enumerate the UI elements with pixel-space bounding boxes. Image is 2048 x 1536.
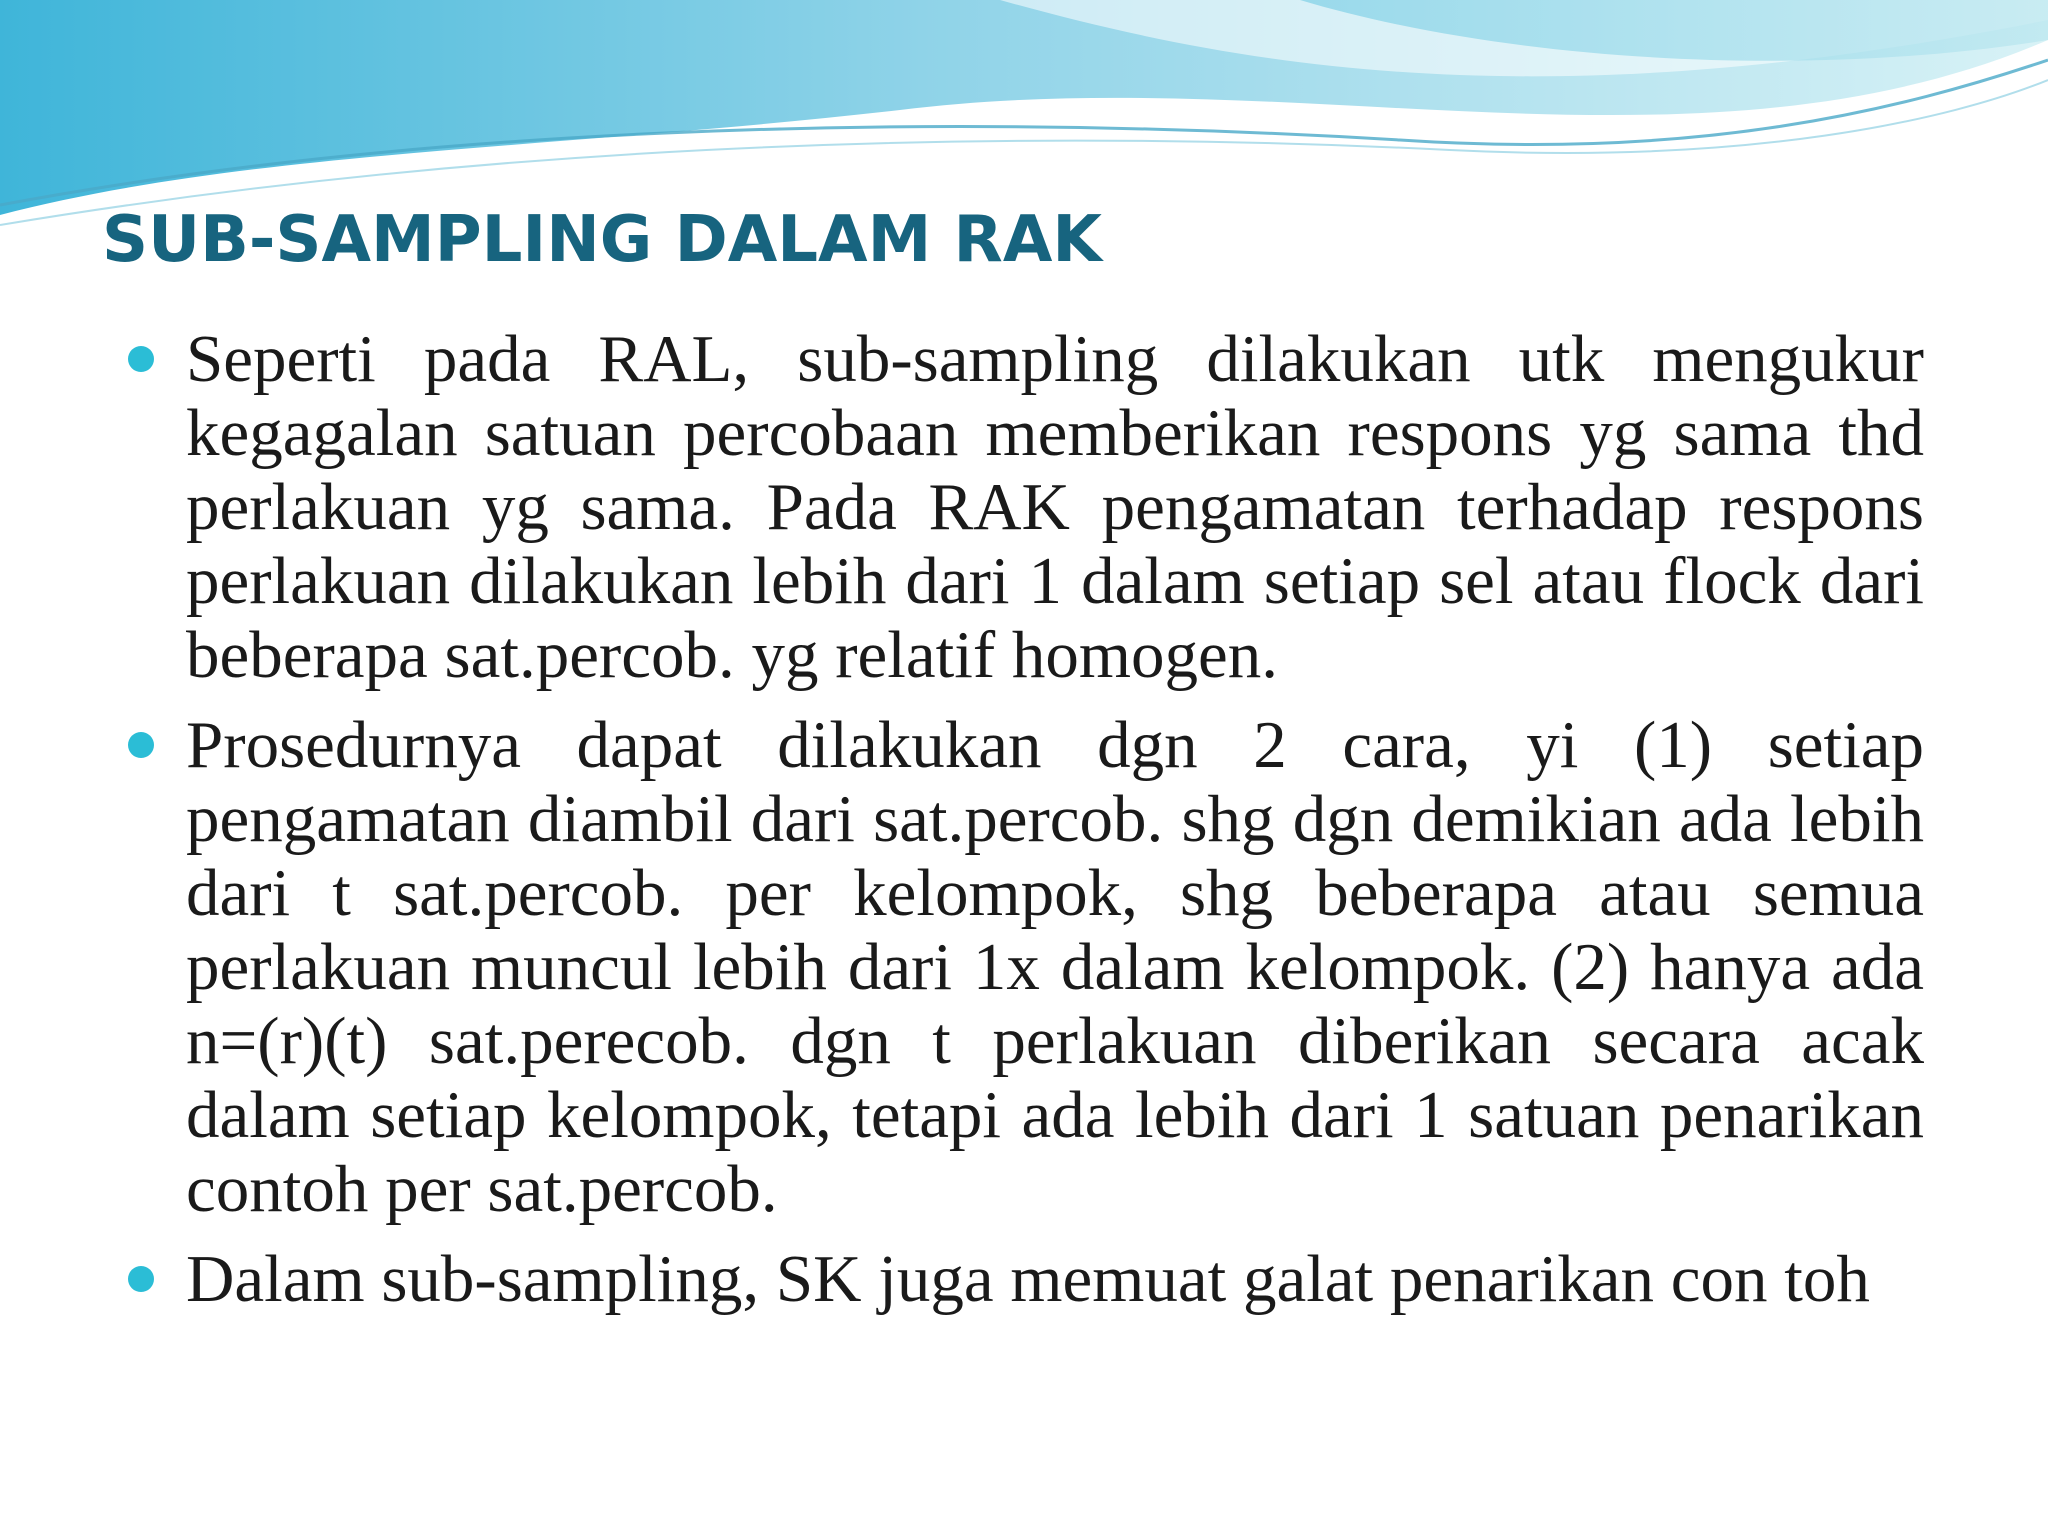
bullet-text: Dalam sub-sampling, SK juga memuat galat penarikan con toh: [186, 1242, 1870, 1316]
slide-title: SUB-SAMPLING DALAM RAK: [102, 203, 1102, 277]
bullet-list: [128, 322, 1924, 1332]
bullet-dot-icon: [128, 346, 154, 372]
bullet-text: Seperti pada RAL, sub-sampling dilakukan utk mengukur kegagalan satuan percobaan memberikan respons yg sama thd perlakuan yg sama. Pada RAK pengamatan terhadap respons perlakuan dilakukan lebih dari 1 dalam setiap sel atau flock dari beberapa sat.percob. yg relatif homogen.: [186, 322, 1924, 692]
bullet-item: [128, 322, 1924, 692]
bullet-dot-icon: [128, 1266, 154, 1292]
bullet-text: Prosedurnya dapat dilakukan dgn 2 cara, yi (1) setiap pengamatan diambil dari sat.percob. shg dgn demikian ada lebih dari t sat.percob. per kelompok, shg beberapa atau semua perlakuan muncul lebih dari 1x dalam kelompok. (2) hanya ada n=(r)(t) sat.perecob. dgn t perlakuan diberikan secara acak dalam setiap kelompok, tetapi ada lebih dari 1 satuan penarikan contoh per sat.percob.: [186, 708, 1924, 1226]
bullet-item: [128, 708, 1924, 1226]
bullet-dot-icon: [128, 732, 154, 758]
bullet-item: [128, 1242, 1924, 1316]
